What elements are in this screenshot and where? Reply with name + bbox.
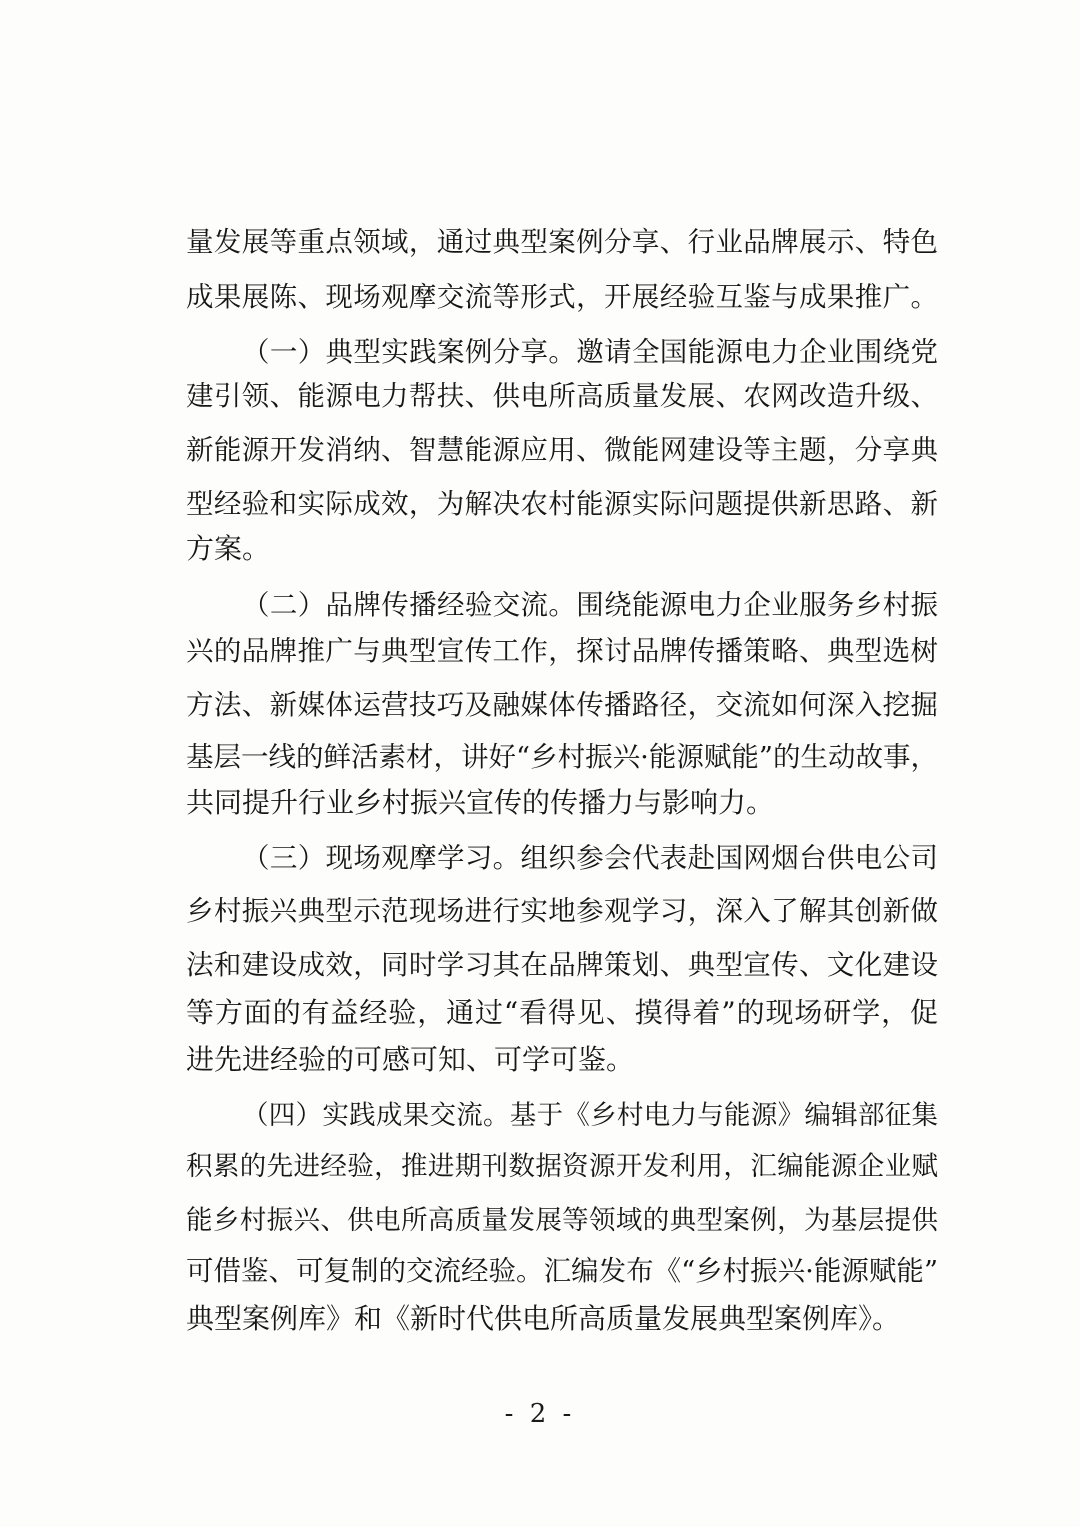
section-heading-line: （四）实践成果交流。基于《乡村电力与能源》编辑部征集 (242, 1100, 938, 1131)
body-text-line: 乡村振兴典型示范现场进行实地参观学习，深入了解其创新做 (186, 895, 938, 927)
body-text-line: 新能源开发消纳、智慧能源应用、微能网建设等主题，分享典 (186, 434, 938, 466)
body-text-line: 兴的品牌推广与典型宣传工作，探讨品牌传播策略、典型选树 (186, 635, 938, 667)
body-text-line: 共同提升行业乡村振兴宣传的传播力与影响力。 (186, 786, 775, 819)
body-text-line: 可借鉴、可复制的交流经验。汇编发布《“乡村振兴·能源赋能” (186, 1255, 938, 1287)
body-text-line: 积累的先进经验，推进期刊数据资源开发利用，汇编能源企业赋 (186, 1151, 938, 1182)
body-text-line: 方案。 (186, 532, 271, 565)
body-text-line: 典型案例库》和《新时代供电所高质量发展典型案例库》。 (186, 1302, 901, 1335)
body-text-line: 进先进经验的可感可知、可学可鉴。 (186, 1043, 635, 1076)
body-text-line: 基层一线的鲜活素材，讲好“乡村振兴·能源赋能”的生动故事， (186, 741, 938, 773)
body-text-line: 方法、新媒体运营技巧及融媒体传播路径，交流如何深入挖掘 (186, 689, 938, 721)
body-text-line: 成果展陈、现场观摩交流等形式，开展经验互鉴与成果推广。 (186, 281, 938, 313)
body-text-line: 量发展等重点领域，通过典型案例分享、行业品牌展示、特色 (186, 226, 938, 258)
section-heading-line: （二）品牌传播经验交流。围绕能源电力企业服务乡村振 (242, 589, 938, 621)
body-text-line: 建引领、能源电力帮扶、供电所高质量发展、农网改造升级、 (186, 380, 938, 412)
body-text-line: 能乡村振兴、供电所高质量发展等领域的典型案例，为基层提供 (186, 1205, 938, 1236)
body-text-line: 等方面的有益经验，通过“看得见、摸得着”的现场研学，促 (186, 996, 938, 1029)
body-text-line: 法和建设成效，同时学习其在品牌策划、典型宣传、文化建设 (186, 949, 938, 981)
section-heading-line: （一）典型实践案例分享。邀请全国能源电力企业围绕党 (242, 336, 938, 368)
section-heading-line: （三）现场观摩学习。组织参会代表赴国网烟台供电公司 (242, 842, 938, 874)
body-text-line: 型经验和实际成效，为解决农村能源实际问题提供新思路、新 (186, 488, 938, 520)
page-number: - 2 - (504, 1399, 576, 1429)
